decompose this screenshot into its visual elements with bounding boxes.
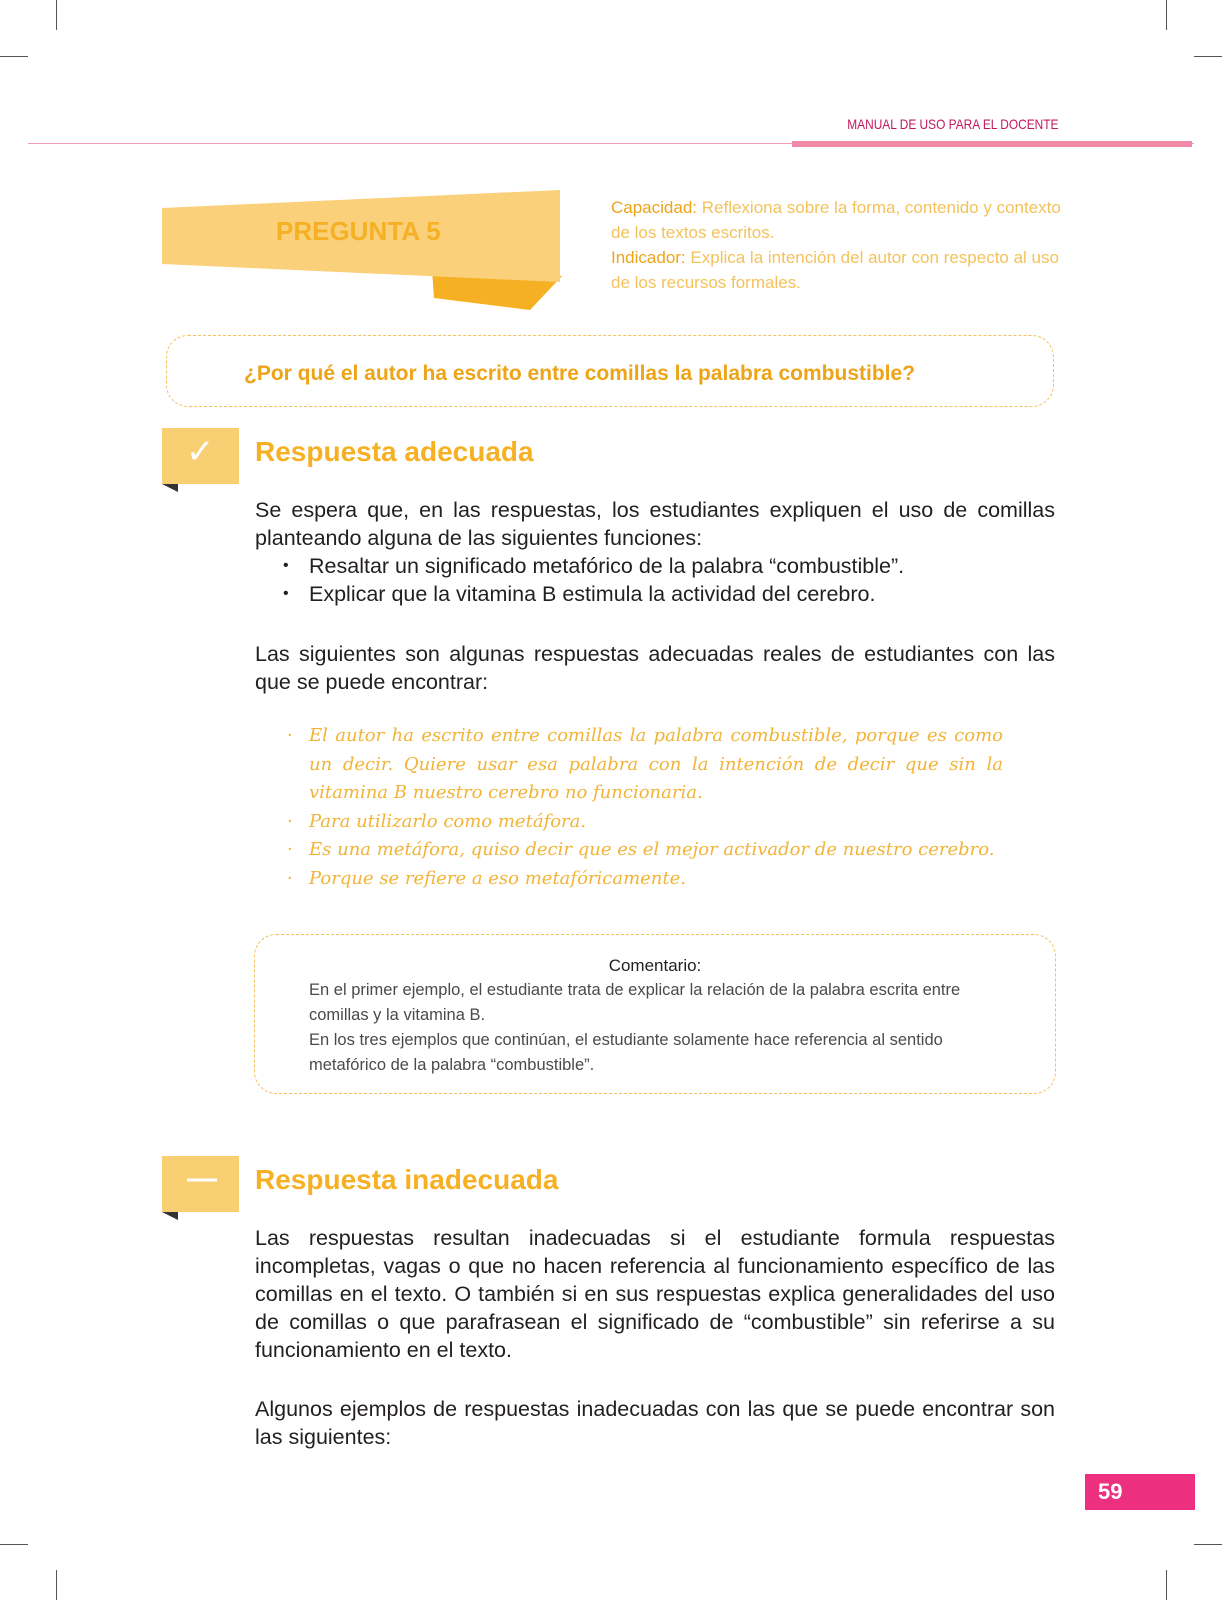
capacity-indicator-block <box>611 195 1061 295</box>
question-number: PREGUNTA 5 <box>276 216 441 246</box>
adequate-intro: Se espera que, en las respuestas, los estudiantes expliquen el uso de comillas planteando alguna de las siguientes funciones: <box>255 498 1055 550</box>
crop-mark <box>1166 1570 1167 1600</box>
question-banner <box>162 190 562 315</box>
comment-line: En el primer ejemplo, el estudiante trata de explicar la relación de la palabra escrita entre comillas y la vitamina B. <box>309 981 961 1024</box>
crop-mark <box>56 1570 57 1600</box>
adequate-intro-block <box>255 496 1055 608</box>
indicador-text: Explica la intención del autor con respecto al uso de los recursos formales. <box>611 248 1059 292</box>
page-number: 59 <box>1098 1479 1123 1504</box>
capacidad-label: Capacidad: <box>611 198 698 217</box>
tag-notch <box>162 1212 178 1220</box>
header-title: MANUAL DE USO PARA EL DOCENTE <box>846 116 1058 132</box>
adequate-title: Respuesta adecuada <box>255 436 534 467</box>
list-item: · El autor ha escrito entre comillas la palabra combustible, porque es como un decir. Quiere usar esa palabra con la intención de decir que sin la vitamina B nuestro cerebro no funcionaria. <box>285 722 1003 808</box>
indicador-label: Indicador: <box>611 248 686 267</box>
comment-body <box>309 978 1009 1078</box>
inadequate-paragraph: Las respuestas resultan inadecuadas si el estudiante formula respuestas incompletas, vagas o que no hacen referencia al funcionamiento específico de las comillas en el texto. O también si en sus respuestas explica generalidades del uso de comillas o que parafrasean el significado de “combustible” sin referirse a su funcionamiento en el texto. <box>255 1226 1055 1362</box>
crop-mark <box>1194 56 1222 57</box>
student-examples-list <box>285 722 1003 893</box>
crop-mark <box>0 1544 28 1545</box>
capacidad-text: Reflexiona sobre la forma, contenido y contexto de los textos escritos. <box>611 198 1061 242</box>
crop-mark <box>56 0 57 30</box>
examples-intro: Las siguientes son algunas respuestas adecuadas reales de estudiantes con las que se puede encontrar: <box>255 642 1055 694</box>
inadequate-title: Respuesta inadecuada <box>255 1164 559 1195</box>
tag-notch <box>162 484 178 492</box>
minus-icon: — <box>187 1162 217 1195</box>
inadequate-examples-intro: Algunos ejemplos de respuestas inadecuadas con las que se puede encontrar son las siguientes: <box>255 1397 1055 1449</box>
question-text: ¿Por qué el autor ha escrito entre comillas la palabra combustible? <box>244 362 916 385</box>
crop-mark <box>0 56 28 57</box>
crop-mark <box>1194 1544 1222 1545</box>
comment-line: En los tres ejemplos que continúan, el estudiante solamente hace referencia al sentido metafórico de la palabra “combustible”. <box>309 1031 943 1074</box>
header-accent-bar <box>792 141 1192 147</box>
list-item: · Para utilizarlo como metáfora. <box>285 808 1003 837</box>
crop-mark <box>1166 0 1167 30</box>
check-icon: ✓ <box>186 433 215 471</box>
functions-list <box>255 552 1055 608</box>
list-item: • Explicar que la vitamina B estimula la actividad del cerebro. <box>255 580 1055 608</box>
list-item: • Resaltar un significado metafórico de la palabra “combustible”. <box>255 552 1055 580</box>
list-item: · Porque se refiere a eso metafóricamente. <box>285 865 1003 894</box>
comment-label: Comentario: <box>608 956 702 975</box>
list-item: · Es una metáfora, quiso decir que es el mejor activador de nuestro cerebro. <box>285 836 1003 865</box>
